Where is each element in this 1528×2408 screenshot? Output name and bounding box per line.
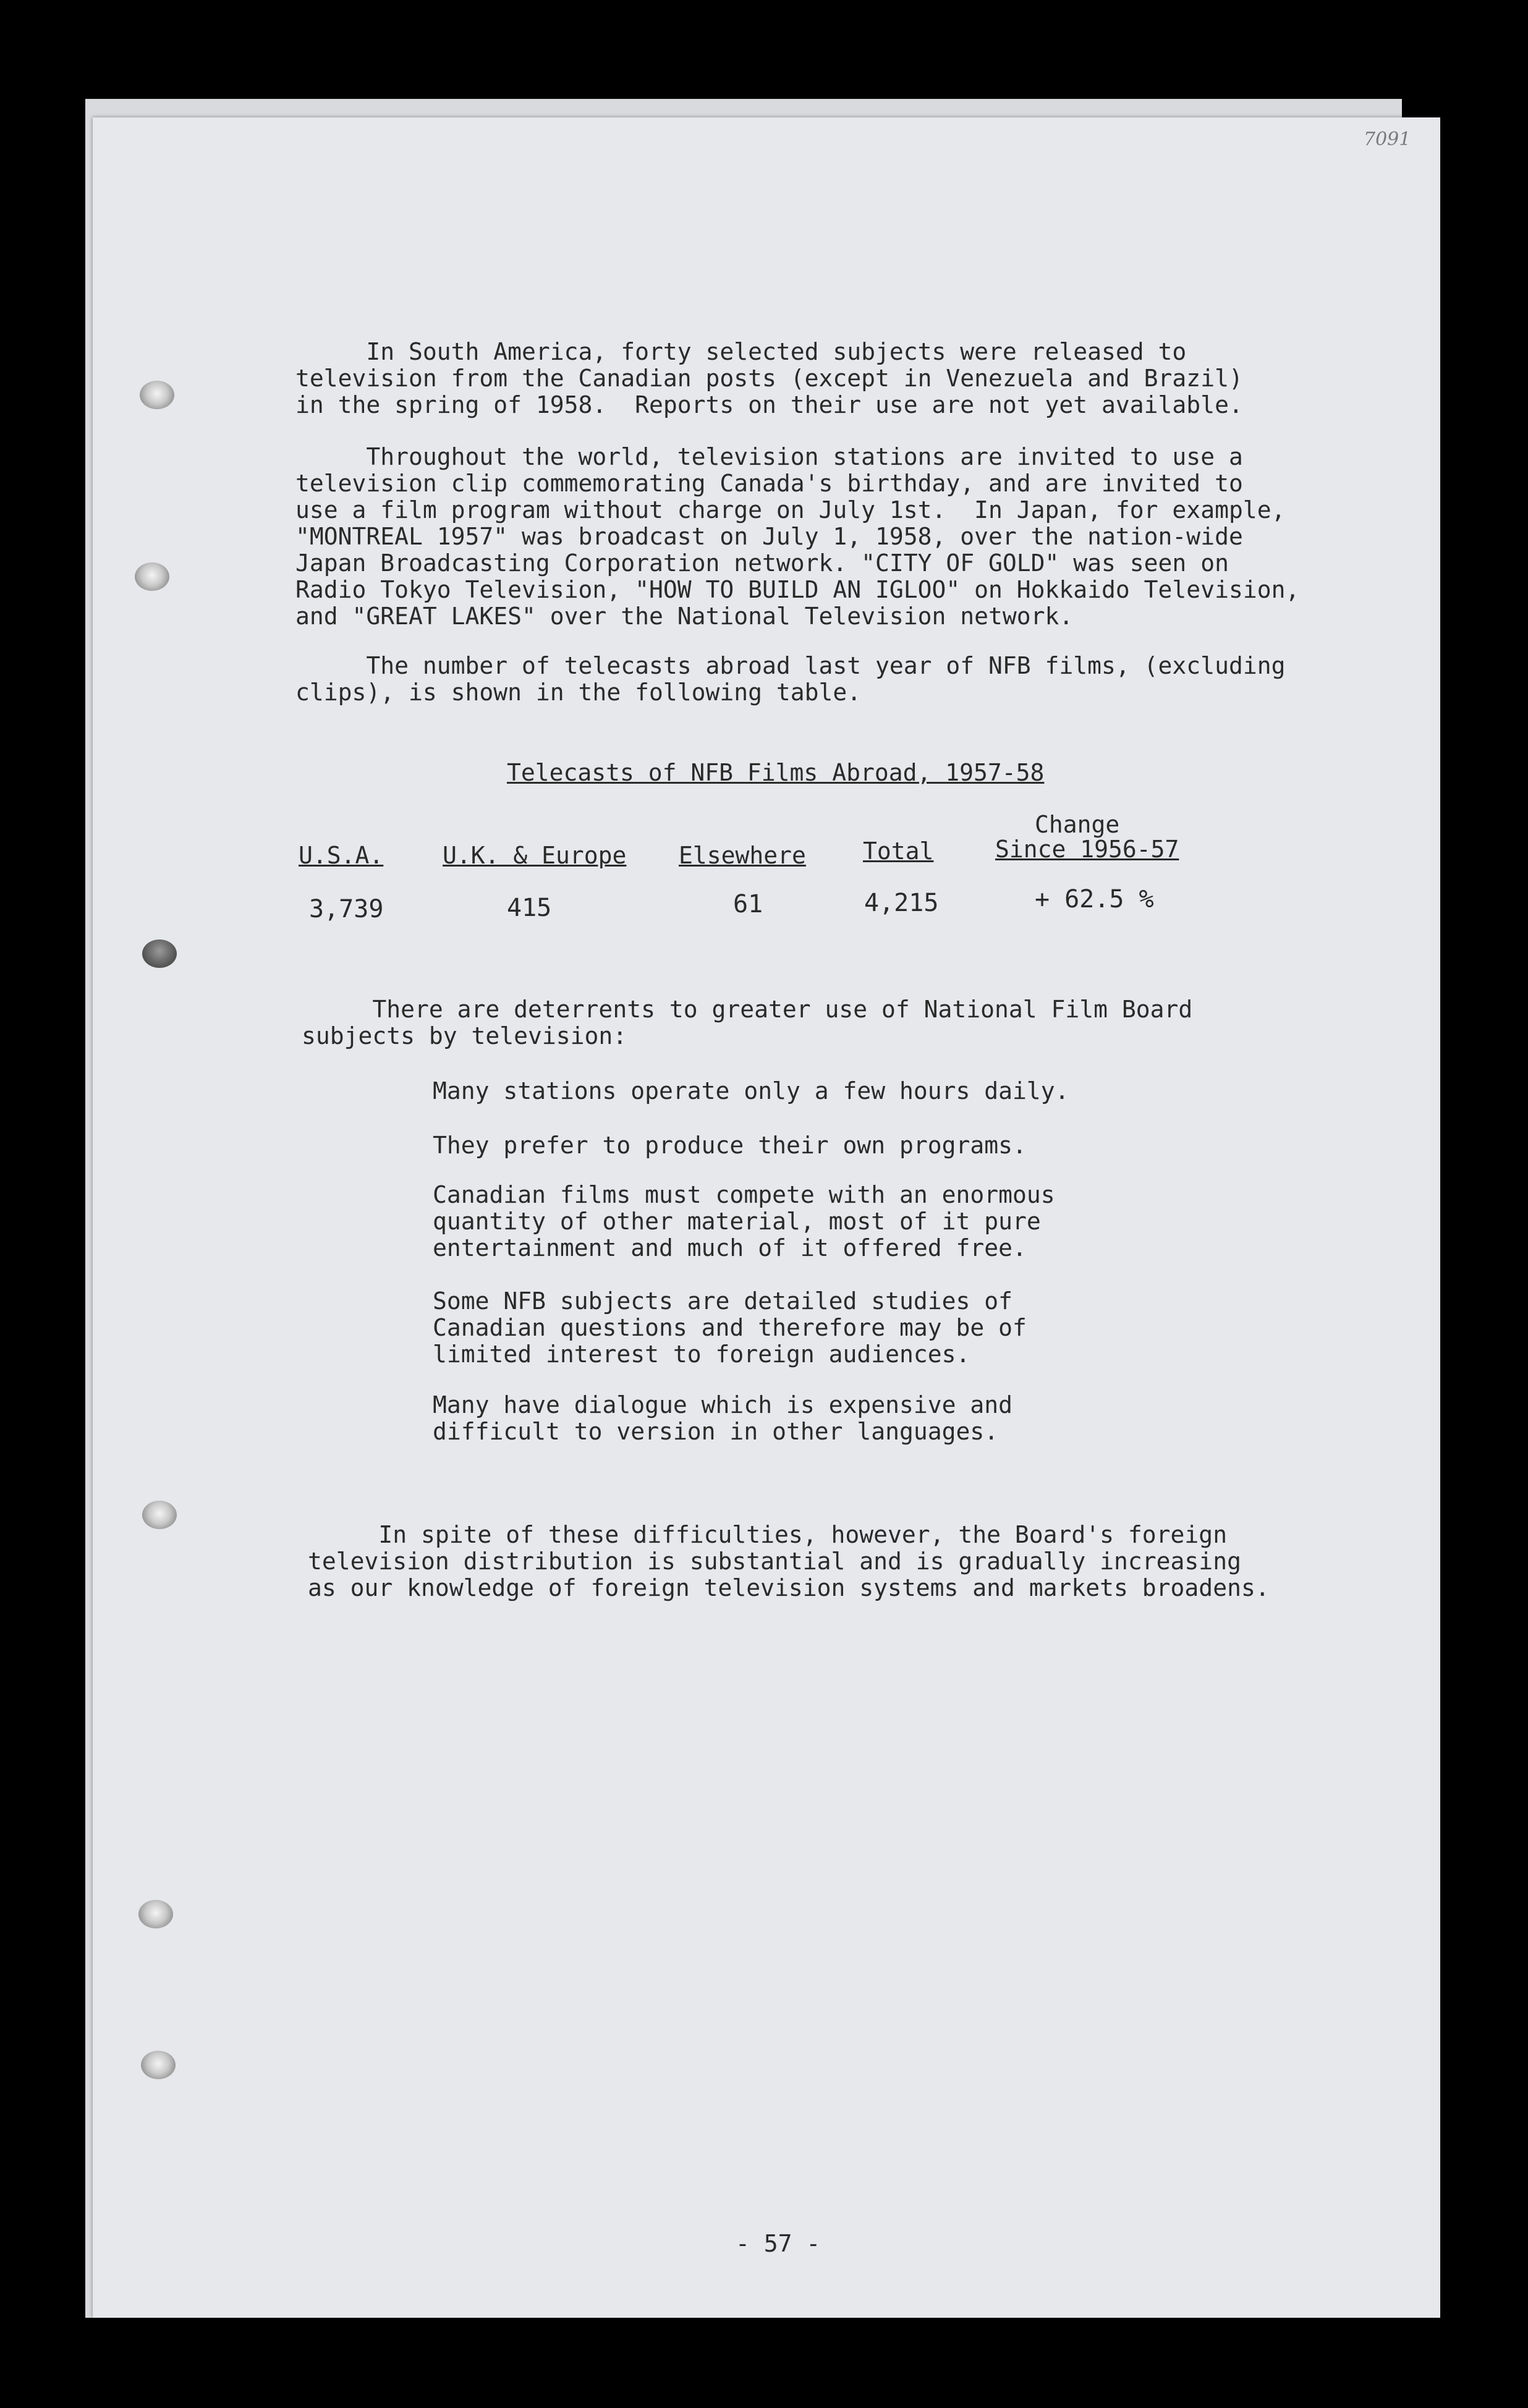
deterrent-item: Some NFB subjects are detailed studies of Canadian questions and therefore may be of limited interest to foreign audiences. xyxy=(433,1287,1027,1368)
deterrent-item: Many have dialogue which is expensive and difficult to version in other languages. xyxy=(433,1391,1012,1445)
table-header-usa: U.S.A. xyxy=(299,842,384,869)
paragraph-south-america: In South America, forty selected subjects were released to television from the Canadian posts (except in Venezuela and Brazil) in the spring of 1958. Reports on their use are not yet available. xyxy=(295,338,1243,418)
table-header-elsewhere: Elsewhere xyxy=(679,842,806,869)
page-number: - 57 - xyxy=(736,2230,821,2257)
table-header-since: Since 1956-57 xyxy=(995,836,1179,863)
table-header-total: Total xyxy=(863,837,934,865)
table-cell-elsewhere: 61 xyxy=(733,890,763,918)
binder-hole xyxy=(142,939,177,968)
handwritten-page-note: 7091 xyxy=(1364,129,1411,150)
binder-hole xyxy=(142,1501,177,1529)
binder-hole xyxy=(138,1900,173,1928)
table-cell-total: 4,215 xyxy=(864,889,939,917)
binder-hole xyxy=(135,562,169,591)
table-header-uk-europe: U.K. & Europe xyxy=(443,842,627,869)
paragraph-deterrents-intro: There are deterrents to greater use of National Film Board subjects by television: xyxy=(302,996,1193,1049)
table-cell-change: + 62.5 % xyxy=(1035,885,1154,914)
paragraph-number-of-telecasts: The number of telecasts abroad last year of NFB films, (excluding clips), is shown in the following table. xyxy=(295,652,1286,706)
deterrent-item: Many stations operate only a few hours daily. xyxy=(433,1077,1069,1104)
paragraph-throughout-world: Throughout the world, television stations are invited to use a television clip commemorating Canada's birthday, and are invited to use a film program without charge on July 1st. In Japan, for example, "MONTREAL 1957" was broadcast on July 1, 1958, over the nation-wide Japan Broadcasting Corporation network. "CITY OF GOLD" was seen on Radio Tokyo Television, "HOW TO BUILD AN IGLOO" on Hokkaido Television, and "GREAT LAKES" over the National Television network. xyxy=(295,443,1300,630)
deterrent-item: They prefer to produce their own programs. xyxy=(433,1132,1027,1159)
paragraph-closing: In spite of these difficulties, however, the Board's foreign television distribution is substantial and is gradually increasing as our knowledge of foreign television systems and markets broadens. xyxy=(308,1521,1270,1601)
table-cell-usa: 3,739 xyxy=(309,895,384,923)
binder-hole xyxy=(140,381,174,409)
deterrent-item: Canadian films must compete with an enormous quantity of other material, most of it pure entertainment and much of it offered free. xyxy=(433,1181,1055,1261)
table-cell-uk-europe: 415 xyxy=(507,894,552,922)
binder-hole xyxy=(141,2051,176,2079)
table-header-change: Change xyxy=(1035,811,1120,838)
table-title: Telecasts of NFB Films Abroad, 1957-58 xyxy=(507,759,1045,786)
